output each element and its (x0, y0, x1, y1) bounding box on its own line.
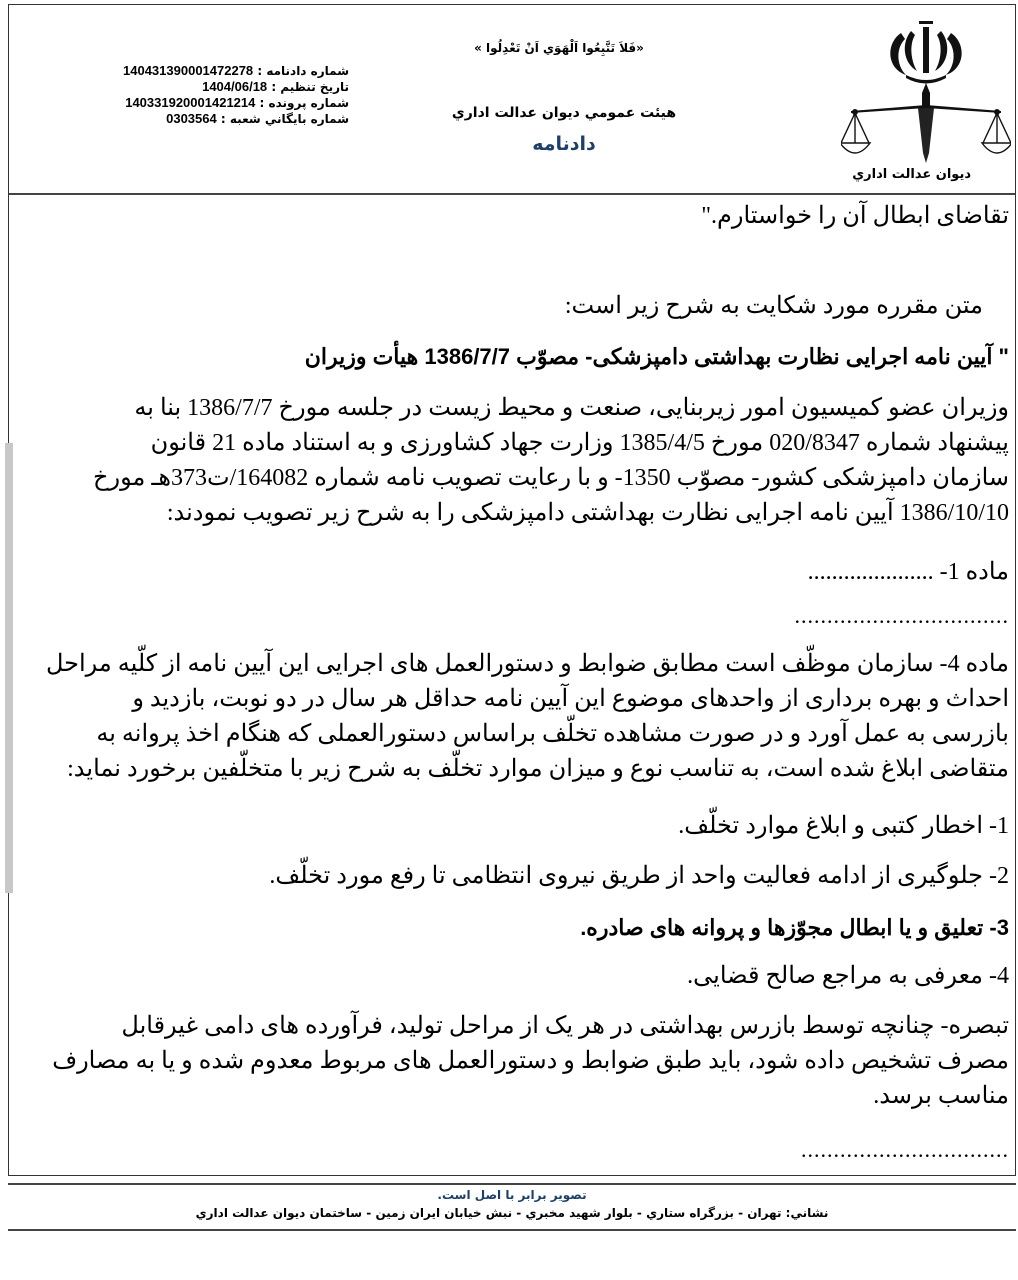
intro-end-line: تقاضای ابطال آن را خواستارم." (701, 203, 1009, 229)
note-line: تبصره- چنانچه توسط بازرس بهداشتی در هر یک از مراحل تولید، فرآورده های دامی غیرقابل (121, 1013, 1009, 1039)
issue-date-row: تاريخ تنظيم : 1404/06/18 (202, 79, 349, 94)
verdict-number: 140431390001472278 (123, 63, 254, 78)
penalty-item: 4- معرفی به مراجع صالح قضایی. (687, 963, 1009, 989)
scan-edge-bar (5, 443, 13, 893)
article-1: ماده 1- ..................... (807, 559, 1009, 585)
preamble-line: سازمان دامپزشکی کشور- مصوّب 1350- و با رعایت تصویب نامه شماره 164082/ت373هـ مورخ (93, 465, 1009, 491)
document-type-title: دادنامه (532, 133, 596, 155)
penalty-item: 1- اخطار کتبی و ابلاغ موارد تخلّف. (678, 813, 1009, 839)
preamble-line: وزیران عضو کمیسیون امور زیربنایی، صنعت و محیط زیست در جلسه مورخ 1386/7/7 بنا به (134, 395, 1009, 421)
article-4-line: بازرسی به عمل آورد و در صورت مشاهده تخلّف براساس دستورالعملی که هنگام اخذ پروانه به (96, 721, 1009, 747)
document-footer (8, 1183, 1016, 1231)
article-4-line: ماده 4- سازمان موظّف است مطابق ضوابط و دستورالعمل های اجرایی این آیین نامه از کلّیه مراحل (45, 651, 1009, 677)
omitted-text-ellipsis: ................................ (801, 1137, 1009, 1162)
complaint-intro: متن مقرره مورد شکایت به شرح زیر است: (564, 293, 983, 319)
penalty-item: 2- جلوگیری از ادامه فعالیت واحد از طریق نیروی انتظامی تا رفع مورد تخلّف. (269, 863, 1009, 889)
archive-number: 0303564 (166, 111, 217, 126)
case-metadata (89, 63, 349, 127)
regulation-title: " آیین نامه اجرایی نظارت بهداشتی دامپزشکی- مصوّب 1386/7/7 هیأت وزیران (304, 344, 1009, 369)
penalty-item: 3- تعلیق و یا ابطال مجوّزها و پروانه های صادره. (580, 915, 1009, 940)
note-line: مصرف تشخیص داده شود، باید طبق ضوابط و دستورالعمل های مربوط معدوم شده و یا به مصارف (52, 1048, 1009, 1074)
document-header (9, 5, 1015, 195)
emblem-caption: ديوان عدالت اداري (852, 167, 971, 182)
court-scales-emblem-icon (841, 13, 1011, 163)
archive-number-row: شماره بايگاني شعبه : 0303564 (166, 111, 349, 126)
case-number-row: شماره پرونده : 140331920001421214 (125, 95, 349, 110)
quran-verse: «فَلاَ تَتَّبِعُوا اَلْهَوَي اَنْ تَعْدِلُوا » (474, 41, 644, 55)
issue-date: 1404/06/18 (202, 79, 268, 94)
preamble-line: 1386/10/10 آیین نامه اجرایی نظارت بهداشتی دامپزشکی را به شرح زیر تصویب نمودند: (166, 500, 1009, 526)
note-line: مناسب برسد. (873, 1083, 1009, 1109)
verdict-number-row: شماره دادنامه : 140431390001472278 (123, 63, 349, 78)
certified-copy-note: تصوير برابر با اصل است. (437, 1188, 587, 1202)
issuing-board: هيئت عمومي ديوان عدالت اداري (451, 105, 677, 121)
article-4-line: متقاضی ابلاغ شده است، به تناسب نوع و میزان موارد تخلّف به شرح زیر با متخلّفین برخورد نماید: (67, 756, 1009, 782)
omitted-text-ellipsis: ................................. (794, 603, 1009, 628)
document-page (8, 4, 1016, 1176)
court-address: نشاني: تهران - بزرگراه ستاري - بلوار شهيد مخبري - نبش خيابان ايران زمين - ساختمان ديوان عدالت اداري (195, 1206, 829, 1220)
article-4-line: احداث و بهره برداری از واحدهای موضوع این آیین نامه حداقل هر سال در دو نوبت، بازدید و (132, 686, 1009, 712)
preamble-line: پیشنهاد شماره 020/8347 مورخ 1385/4/5 وزارت جهاد کشاورزی و به استناد ماده 21 قانون (150, 430, 1009, 456)
case-number: 140331920001421214 (125, 95, 256, 110)
